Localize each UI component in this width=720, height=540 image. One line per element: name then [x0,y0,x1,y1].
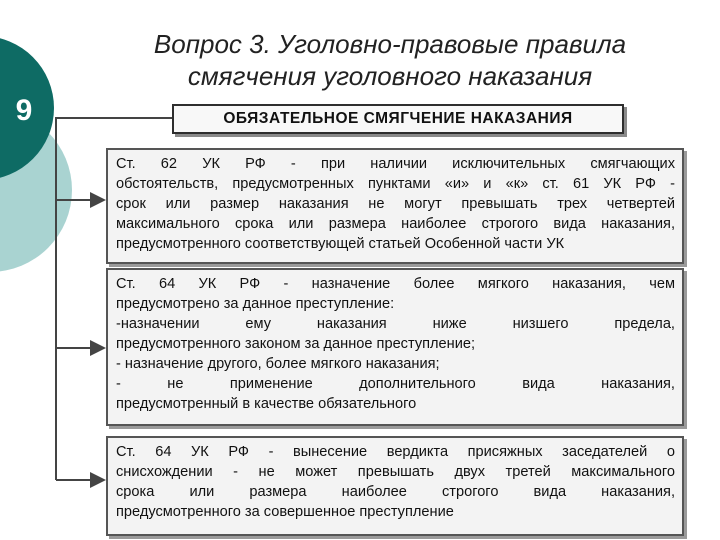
text-line: - не применение дополнительного вида наказания, [116,376,675,392]
text-line: Ст. 64 УК РФ - назначение более мягкого наказания, чем [116,276,675,292]
text-line: Ст. 64 УК РФ - вынесение вердикта присяжных заседателей о [116,444,675,460]
decorative-circles [0,0,100,300]
page-title [95,28,685,92]
paragraph-article-64-jury [106,436,684,536]
text-line: срок или размер наказания не могут превышать трех четвертей [116,196,675,212]
paragraph-article-62 [106,148,684,264]
text-line: снисхождении - не может превышать двух третей максимального [116,464,675,480]
text-line: предусмотренный в качестве обязательного [116,396,417,412]
text-line: предусмотренного за совершенное преступление [116,504,454,520]
title-line-2: смягчения уголовного наказания [187,61,593,91]
text-line: предусмотрено за данное преступление: [116,296,395,312]
text-line: предусмотренного законом за данное преступление; [116,336,476,352]
text-line: Ст. 62 УК РФ - при наличии исключительных смягчающих [116,156,675,172]
text-line: - назначение другого, более мягкого наказания; [116,356,440,372]
text-line: обстоятельств, предусмотренных пунктами «и» и «к» ст. 61 УК РФ - [116,176,675,192]
slide-number: 9 [15,94,33,127]
text-line: предусмотренного соответствующей статьей Особенной части УК [116,236,565,252]
section-header: ОБЯЗАТЕЛЬНОЕ СМЯГЧЕНИЕ НАКАЗАНИЯ [172,104,624,134]
text-line: -назначении ему наказания ниже низшего предела, [116,316,675,332]
paragraph-article-64-mild [106,268,684,426]
text-line: максимального срока или размера наиболее строгого вида наказания, [116,216,675,232]
text-line: срока или размера наиболее строгого вида наказания, [116,484,675,500]
title-line-1: Вопрос 3. Уголовно-правовые правила [153,29,627,59]
